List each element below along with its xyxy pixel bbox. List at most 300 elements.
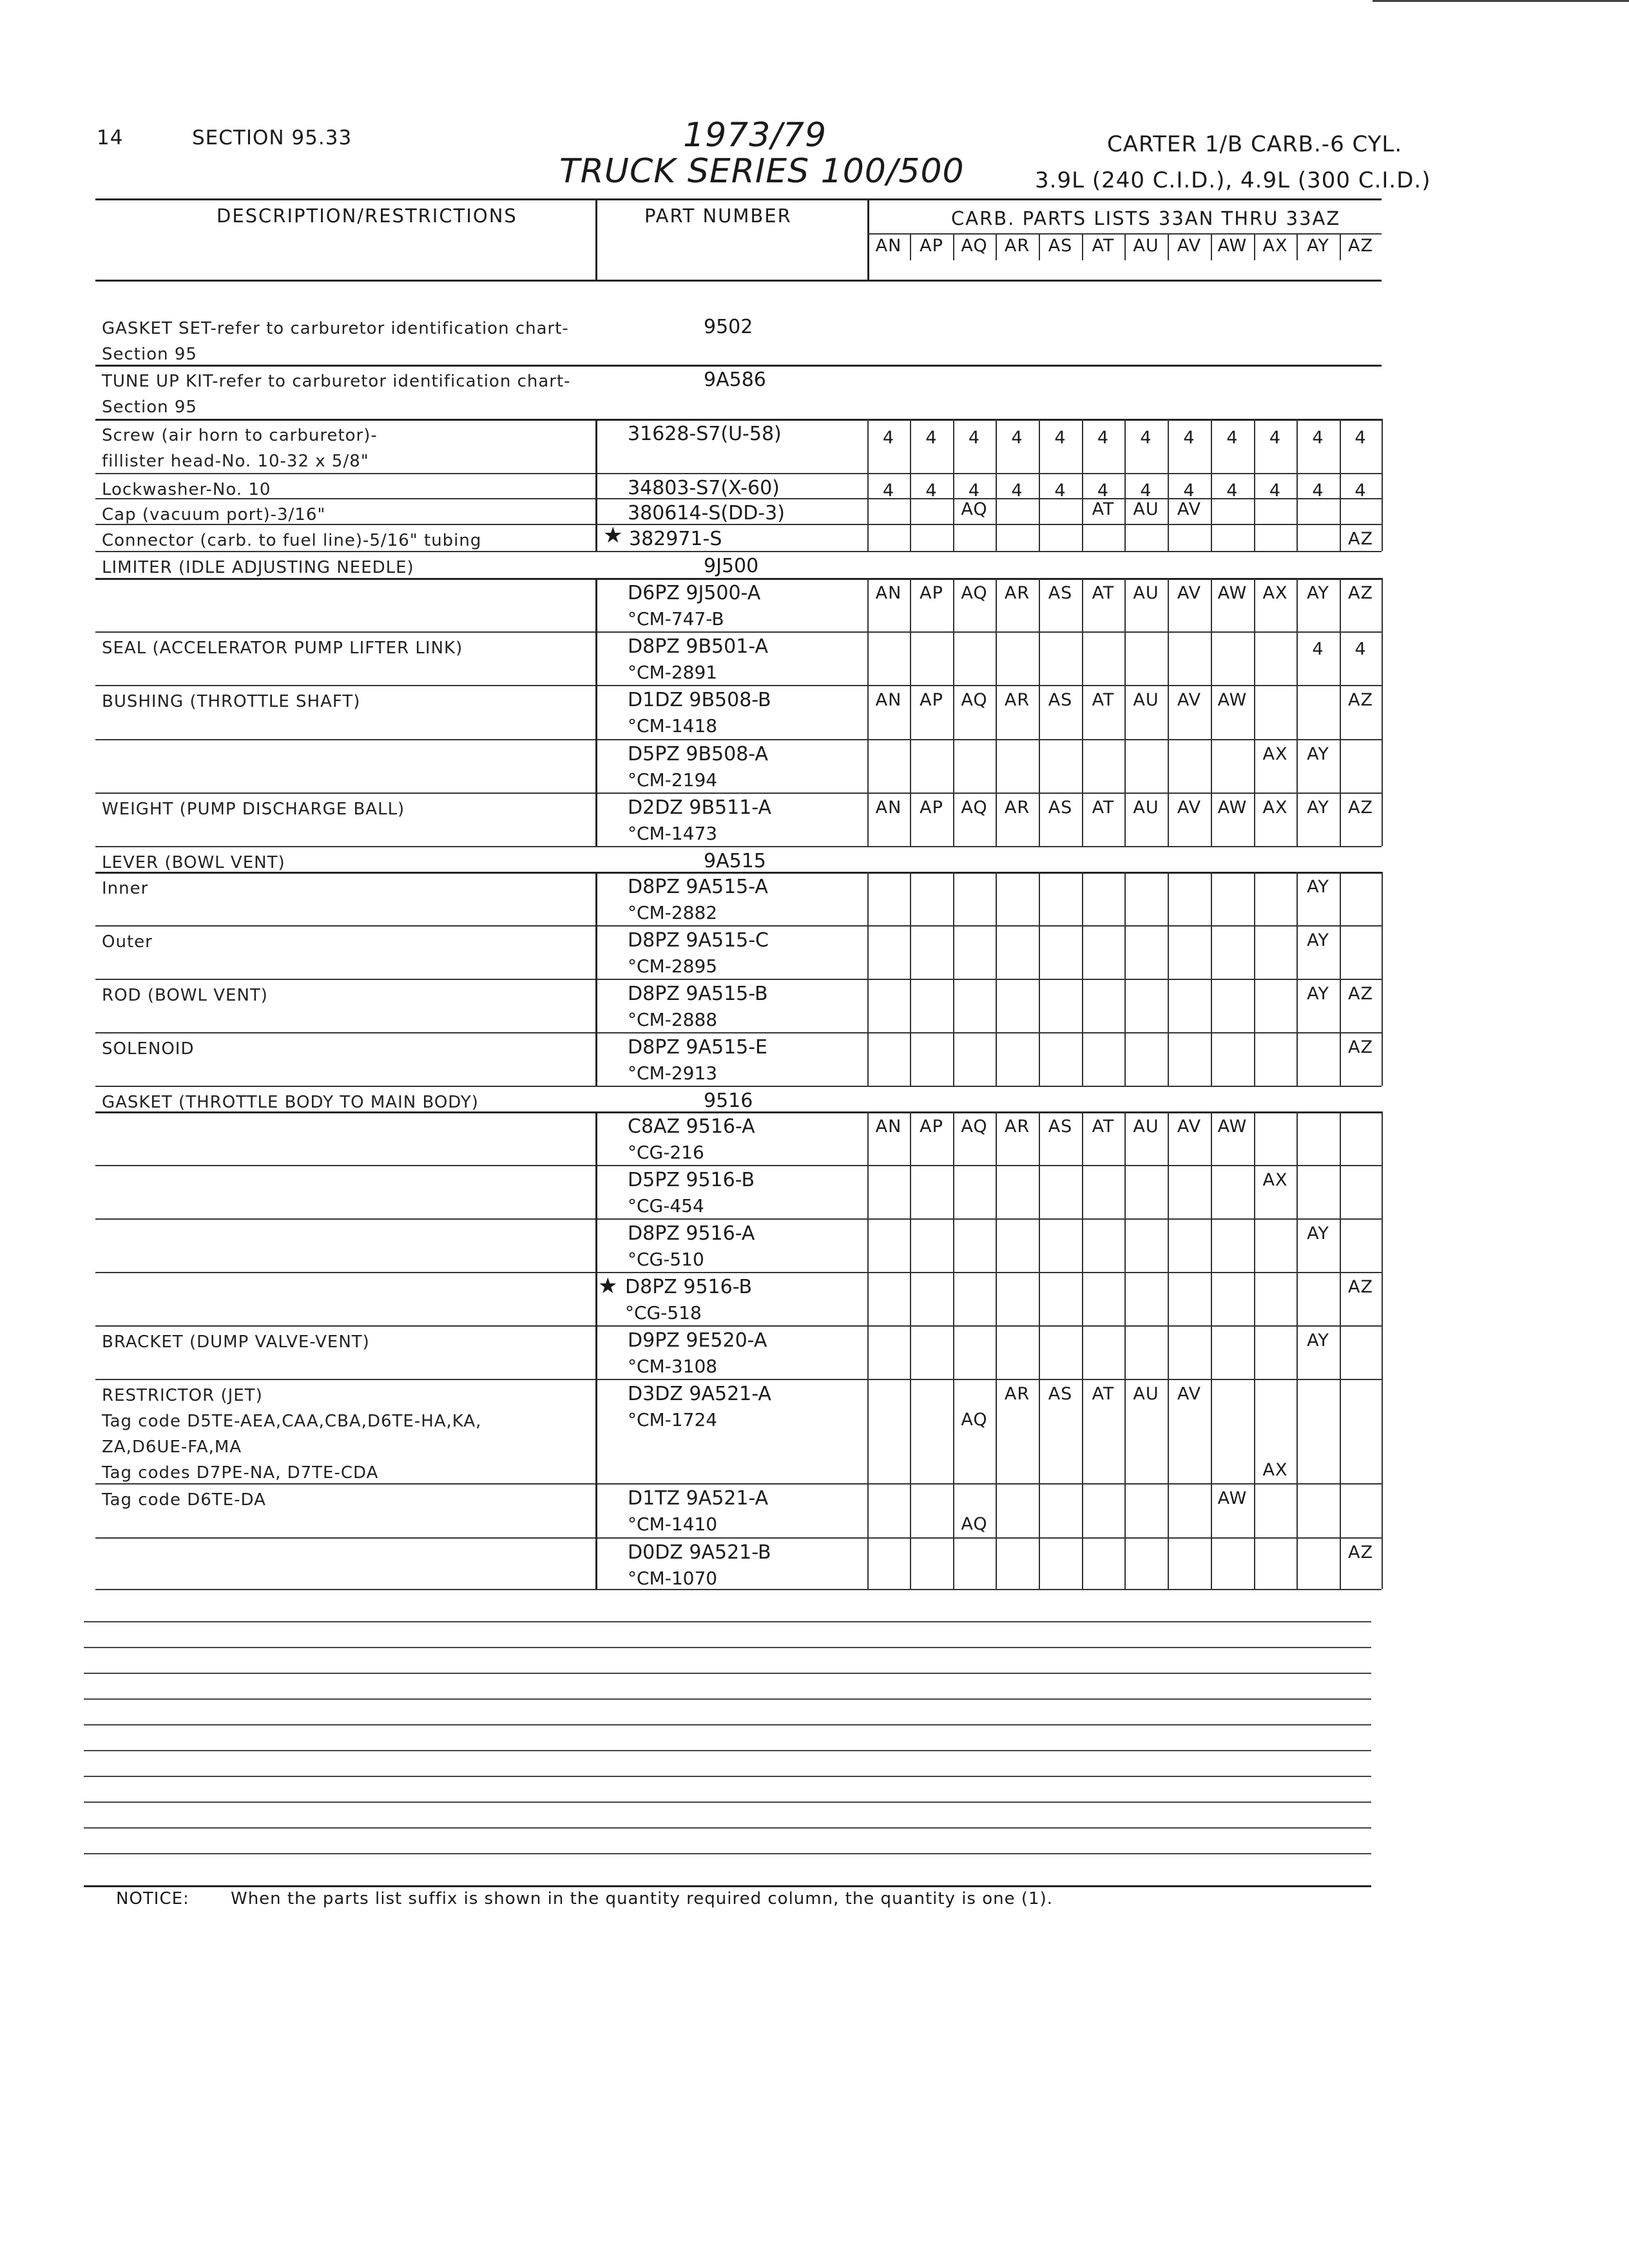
part-number-line: C8AZ 9516-A (628, 1115, 755, 1138)
quantity-cell-av: 4 (1183, 481, 1195, 501)
quantity-cell-divider (996, 631, 997, 685)
quantity-cell-au: AU (1133, 798, 1159, 818)
table-row-part-number (628, 1221, 755, 1273)
quantity-cell-az: AZ (1348, 690, 1373, 710)
description-line: Section 95 (102, 398, 197, 417)
quantity-cell-divider (1124, 739, 1126, 793)
quantity-cell-divider (1382, 1272, 1383, 1325)
part-reference-line: °CM-2895 (628, 956, 718, 977)
quantity-cell-divider (1382, 925, 1383, 979)
quantity-cell-an: AN (875, 1117, 902, 1137)
quantity-cell-divider (1124, 1218, 1126, 1272)
quantity-cell-divider (1039, 1537, 1040, 1589)
quantity-cell-divider (1082, 872, 1083, 925)
table-row-description (102, 929, 153, 955)
description-line: GASKET (THROTTLE BODY TO MAIN BODY) (102, 1093, 479, 1112)
part-reference-line: °CM-1070 (628, 1568, 718, 1589)
table-row-part-number (628, 501, 785, 526)
table-top-rule (95, 198, 1382, 200)
row-rule (95, 1589, 595, 1590)
quantity-cell-divider (1340, 498, 1341, 524)
row-rule-part (595, 1483, 1382, 1485)
table-row-part-number (704, 1088, 753, 1114)
quantity-cell-divider (1211, 631, 1212, 685)
part-number-line: D3DZ 9A521-A (628, 1383, 771, 1405)
quantity-cell-divider (867, 1272, 869, 1325)
quantity-cell-divider (1039, 979, 1040, 1032)
part-number-line: 34803-S7(X-60) (628, 477, 780, 499)
quantity-cell-divider (1082, 1325, 1083, 1379)
quantity-cell-divider (867, 1325, 869, 1379)
row-rule (95, 631, 595, 633)
description-line: Connector (carb. to fuel line)-5/16" tubing (102, 531, 482, 550)
quantity-cell-divider (910, 631, 911, 685)
blank-line (84, 1827, 1371, 1829)
description-column-header: DESCRIPTION/RESTRICTIONS (217, 205, 517, 227)
quantity-cell-divider (996, 1032, 997, 1086)
quantity-cell-divider (1168, 631, 1169, 685)
quantity-cell-divider (996, 1218, 997, 1272)
description-line: fillister head-No. 10-32 x 5/8" (102, 452, 369, 471)
quantity-cell-divider (1382, 473, 1383, 498)
quantity-cell-divider (910, 524, 911, 551)
quantity-cell-divider (910, 1483, 911, 1537)
quantity-cell-divider (953, 872, 954, 925)
blank-line (84, 1853, 1371, 1854)
quantity-cell-divider (1211, 1379, 1212, 1483)
quantity-cell-az: AZ (1348, 529, 1373, 549)
quantity-cell-az: 4 (1354, 428, 1367, 448)
quantity-cell-divider (1039, 925, 1040, 979)
part-column-divider (595, 578, 597, 631)
part-column-divider (595, 473, 597, 498)
quantity-cell-divider (1254, 1483, 1255, 1537)
quantity-cell-aw: AW (1217, 690, 1248, 710)
row-rule-part (595, 473, 1382, 474)
quantity-cell-ax: AX (1262, 583, 1288, 603)
table-row-part-number (629, 526, 722, 552)
part-number-line: D6PZ 9J500-A (628, 582, 761, 604)
quantity-cell-divider (1254, 631, 1255, 685)
quantity-cell-divider (1382, 524, 1383, 551)
quantity-cell-as: AS (1048, 690, 1073, 710)
quantity-cell-divider (1168, 1483, 1169, 1537)
table-row-part-number (628, 742, 768, 793)
quantity-cell-as: AS (1048, 583, 1073, 603)
part-column-divider (595, 739, 597, 793)
list-code-aw: AW (1217, 236, 1248, 256)
part-reference-line: °CM-2194 (628, 769, 718, 791)
part-column-divider (595, 1272, 597, 1325)
quantity-cell-ap: AP (920, 1117, 943, 1137)
part-column-divider (595, 498, 597, 524)
blank-line (84, 1724, 1371, 1725)
quantity-cell-divider (953, 1165, 954, 1218)
quantity-cell-divider (1082, 1218, 1083, 1272)
quantity-cell-divider (1124, 979, 1126, 1032)
quantity-cell-divider (996, 979, 997, 1032)
quantity-cell-ay: AY (1307, 744, 1329, 764)
part-column-divider (595, 1218, 597, 1272)
quantity-cell-divider (1082, 1272, 1083, 1325)
part-column-divider (595, 1325, 597, 1379)
quantity-cell-divider (1340, 739, 1341, 793)
quantity-cell-divider (1254, 1537, 1255, 1589)
row-rule (95, 1032, 595, 1033)
table-row-part-number (628, 687, 771, 739)
part-number-line: D5PZ 9B508-A (628, 743, 768, 765)
quantity-cell-divider (867, 1537, 869, 1589)
quantity-cell-an: AN (875, 690, 902, 710)
part-number-line: D2DZ 9B511-A (628, 796, 771, 819)
quantity-cell-divider (953, 1537, 954, 1589)
table-row-part-number (628, 1168, 755, 1219)
table-row-part-number (628, 1540, 771, 1591)
quantity-cell-an: 4 (882, 428, 895, 448)
quantity-cell-divider (1168, 1218, 1169, 1272)
quantity-cell-au: 4 (1140, 481, 1152, 501)
quantity-cell-aq: AQ (961, 583, 988, 603)
row-rule (95, 925, 595, 927)
quantity-cell-at: AT (1092, 1384, 1115, 1404)
quantity-cell-divider (1039, 1272, 1040, 1325)
header-divider-1 (595, 200, 597, 281)
quantity-cell-divider (1340, 925, 1341, 979)
quantity-cell-divider (1254, 1325, 1255, 1379)
quantity-cell-divider (910, 1165, 911, 1218)
quantity-cell-av: AV (1177, 583, 1202, 603)
quantity-cell-divider (953, 1218, 954, 1272)
quantity-cell-au: AU (1133, 1384, 1159, 1404)
quantity-cell-divider (1382, 872, 1383, 925)
description-line: Cap (vacuum port)-3/16" (102, 505, 326, 524)
part-column-divider (595, 925, 597, 979)
quantity-cell-ap: AP (920, 690, 943, 710)
part-number-line: D8PZ 9A515-C (628, 929, 769, 952)
quantity-cell-divider (1296, 1032, 1298, 1086)
part-number-line: 9502 (704, 316, 753, 338)
description-line: BUSHING (THROTTLE SHAFT) (102, 692, 361, 711)
quantity-cell-divider (996, 524, 997, 551)
list-code-an: AN (875, 236, 902, 256)
part-number-line: D8PZ 9516-A (628, 1222, 755, 1245)
table-row-description (102, 850, 285, 876)
quantity-cell-ar: AR (1004, 798, 1030, 818)
table-row-part-number (628, 1035, 767, 1086)
table-row-description (102, 1036, 194, 1062)
quantity-cell-av: AV (1177, 499, 1202, 519)
quantity-cell-divider (1124, 524, 1126, 551)
quantity-cell-divider (1211, 925, 1212, 979)
page-title-series: TRUCK SERIES 100/500 (559, 152, 965, 191)
quantity-cell-divider (1039, 1165, 1040, 1218)
quantity-cell-divider (1211, 1032, 1212, 1086)
quantity-cell-divider (1124, 925, 1126, 979)
list-code-ay: AY (1307, 236, 1329, 256)
quantity-cell-divider (953, 925, 954, 979)
quantity-cell-at: AT (1092, 798, 1115, 818)
description-line: ZA,D6UE-FA,MA (102, 1437, 242, 1457)
list-code-ap: AP (920, 236, 943, 256)
quantity-cell-divider (1211, 1218, 1212, 1272)
quantity-cell-divider (867, 524, 869, 551)
part-number-line: D8PZ 9A515-B (628, 983, 768, 1005)
quantity-cell-aq: AQ (961, 1117, 988, 1137)
quantity-cell-divider (867, 1218, 869, 1272)
blank-line (84, 1776, 1371, 1777)
part-column-divider (595, 685, 597, 739)
quantity-cell-divider (1296, 1111, 1298, 1165)
blank-line (84, 1802, 1371, 1803)
quantity-cell-divider (1211, 524, 1212, 551)
description-line: Outer (102, 932, 153, 952)
carb-type: CARTER 1/B CARB.-6 CYL. (1107, 131, 1403, 157)
table-row-description (102, 477, 271, 503)
quantity-cell-at: AT (1092, 499, 1115, 519)
quantity-cell-divider (1382, 1325, 1383, 1379)
table-row-description (102, 1090, 479, 1115)
part-number-line: 9516 (704, 1090, 753, 1112)
quantity-cell-divider (1124, 1537, 1126, 1589)
quantity-cell-divider (1254, 524, 1255, 551)
part-reference-line: °CM-3108 (628, 1356, 718, 1377)
part-reference-line: °CM-2882 (628, 902, 718, 923)
quantity-cell-divider (1254, 498, 1255, 524)
quantity-cell-divider (1082, 1032, 1083, 1086)
part-reference-line: °CG-454 (628, 1195, 704, 1216)
quantity-cell-divider (867, 1483, 869, 1537)
quantity-cell-divider (996, 1537, 997, 1589)
table-row-part-number (628, 1328, 767, 1379)
quantity-cell-divider (1039, 1483, 1040, 1537)
table-row-description (102, 1383, 481, 1486)
quantity-cell-az: 4 (1354, 481, 1367, 501)
description-line: Tag codes D7PE-NA, D7TE-CDA (102, 1463, 379, 1483)
quantity-cell-ax: AX (1262, 798, 1288, 818)
quantity-cell-divider (910, 1218, 911, 1272)
quantity-cell-divider (867, 925, 869, 979)
row-rule (95, 1086, 595, 1087)
quantity-cell-divider (1211, 498, 1212, 524)
quantity-cell-av: 4 (1183, 428, 1195, 448)
table-row-part-number (704, 849, 766, 874)
quantity-cell-divider (953, 1379, 954, 1483)
description-line: Lockwasher-No. 10 (102, 480, 271, 499)
quantity-cell-ap: AP (920, 798, 943, 818)
part-number-line: 31628-S7(U-58) (628, 423, 782, 445)
quantity-cell-az: AZ (1348, 583, 1373, 603)
table-row-part-number (628, 1114, 755, 1166)
quantity-cell-ay: AY (1307, 1331, 1329, 1350)
description-line: Tag code D6TE-DA (102, 1490, 266, 1510)
quantity-cell-az: AZ (1348, 1277, 1373, 1297)
engine-displacement: 3.9L (240 C.I.D.), 4.9L (300 C.I.D.) (1035, 168, 1431, 193)
table-row-part-number (628, 981, 768, 1033)
quantity-cell-ay: AY (1307, 877, 1329, 897)
quantity-cell-divider (1039, 1325, 1040, 1379)
quantity-cell-divider (1254, 685, 1255, 739)
quantity-cell-an: 4 (882, 481, 895, 501)
quantity-cell-ar: AR (1004, 690, 1030, 710)
quantity-cell-aq: AQ (961, 1410, 988, 1430)
table-row-description (102, 369, 571, 420)
quantity-cell-divider (1382, 1379, 1383, 1483)
description-line: WEIGHT (PUMP DISCHARGE BALL) (102, 800, 405, 819)
quantity-cell-ax: AX (1262, 744, 1288, 764)
part-column-divider (595, 524, 597, 551)
quantity-cell-divider (1382, 631, 1383, 685)
blank-line (84, 1698, 1371, 1700)
quantity-cell-divider (910, 979, 911, 1032)
list-code-ax: AX (1262, 236, 1288, 256)
quantity-cell-divider (1296, 524, 1298, 551)
quantity-cell-aw: 4 (1226, 428, 1239, 448)
page-number: 14 (97, 126, 124, 149)
quantity-cell-divider (1340, 872, 1341, 925)
blank-line (84, 1621, 1371, 1622)
quantity-cell-divider (1124, 1165, 1126, 1218)
quantity-cell-divider (1082, 524, 1083, 551)
part-column-divider (595, 872, 597, 925)
table-row-part-number (628, 476, 780, 501)
part-column-divider (595, 979, 597, 1032)
table-row-part-number (704, 367, 766, 393)
list-code-au: AU (1133, 236, 1159, 256)
quantity-cell-ay: 4 (1312, 639, 1324, 659)
quantity-cell-divider (867, 1165, 869, 1218)
quantity-cell-divider (910, 739, 911, 793)
quantity-cell-ay: AY (1307, 583, 1329, 603)
part-number-line: D1TZ 9A521-A (628, 1487, 769, 1510)
quantity-cell-divider (996, 739, 997, 793)
quantity-cell-aq: AQ (961, 690, 988, 710)
quantity-cell-divider (1039, 739, 1040, 793)
part-column-divider (595, 419, 597, 473)
list-code-at: AT (1092, 236, 1115, 256)
row-rule (95, 1272, 595, 1273)
quantity-cell-divider (1039, 524, 1040, 551)
quantity-cell-divider (867, 498, 869, 524)
quantity-cell-divider (1382, 979, 1383, 1032)
quantity-cell-divider (910, 1325, 911, 1379)
quantity-cell-divider (910, 1272, 911, 1325)
quantity-cell-divider (910, 925, 911, 979)
quantity-cell-divider (1382, 1111, 1383, 1165)
quantity-cell-divider (1168, 524, 1169, 551)
part-number-line: D5PZ 9516-B (628, 1169, 755, 1191)
table-row-description (102, 555, 414, 581)
quantity-cell-divider (1296, 1165, 1298, 1218)
star-marker: ★ (598, 1273, 618, 1299)
quantity-cell-ap: 4 (925, 481, 938, 501)
row-rule (95, 1379, 595, 1380)
list-code-divider (1124, 235, 1126, 260)
quantity-cell-az: AZ (1348, 798, 1373, 818)
quantity-cell-ay: 4 (1312, 428, 1324, 448)
quantity-cell-divider (996, 1325, 997, 1379)
table-row-description (102, 528, 481, 553)
quantity-cell-divider (1211, 739, 1212, 793)
quantity-cell-divider (1168, 979, 1169, 1032)
table-row-part-number (704, 553, 758, 579)
quantity-cell-divider (1082, 925, 1083, 979)
quantity-cell-as: AS (1048, 798, 1073, 818)
part-number-line: D0DZ 9A521-B (628, 1541, 771, 1564)
quantity-cell-ay: AY (1307, 984, 1329, 1004)
blank-line (84, 1750, 1371, 1751)
part-reference-line: °CM-2913 (628, 1062, 718, 1084)
quantity-cell-at: 4 (1097, 481, 1110, 501)
quantity-cell-divider (1039, 1032, 1040, 1086)
part-reference-line: °CM-1410 (628, 1514, 718, 1535)
table-row-description (102, 316, 569, 367)
quantity-cell-divider (1211, 1325, 1212, 1379)
part-column-divider (595, 1483, 597, 1537)
part-reference-line: °CG-510 (628, 1249, 704, 1270)
quantity-cell-ax: 4 (1269, 481, 1282, 501)
part-column-divider (595, 793, 597, 846)
quantity-cell-divider (1382, 1537, 1383, 1589)
list-code-divider (1296, 235, 1298, 260)
quantity-cell-divider (1039, 1218, 1040, 1272)
quantity-cell-divider (867, 872, 869, 925)
quantity-cell-divider (1296, 1379, 1298, 1483)
description-line: Screw (air horn to carburetor)- (102, 426, 378, 445)
table-row-part-number (628, 634, 768, 686)
table-row-description (102, 983, 268, 1008)
description-line: LIMITER (IDLE ADJUSTING NEEDLE) (102, 558, 414, 577)
quantity-cell-au: 4 (1140, 428, 1152, 448)
quantity-cell-divider (1211, 1165, 1212, 1218)
quantity-cell-divider (1382, 578, 1383, 631)
quantity-cell-as: 4 (1054, 428, 1066, 448)
quantity-cell-divider (1340, 1218, 1341, 1272)
description-line: ROD (BOWL VENT) (102, 986, 268, 1005)
quantity-cell-ax: 4 (1269, 428, 1282, 448)
quantity-cell-aw: AW (1217, 1488, 1248, 1508)
quantity-cell-divider (1082, 1483, 1083, 1537)
part-reference-line: °CM-2888 (628, 1009, 718, 1030)
quantity-cell-au: AU (1133, 499, 1159, 519)
list-code-divider (1039, 235, 1040, 260)
quantity-cell-az: 4 (1354, 639, 1367, 659)
part-reference-line: °CM-1724 (628, 1409, 718, 1430)
part-column-divider (595, 1032, 597, 1086)
quantity-cell-divider (910, 1032, 911, 1086)
parts-lists-column-header: CARB. PARTS LISTS 33AN THRU 33AZ (951, 207, 1341, 229)
quantity-cell-av: AV (1177, 798, 1202, 818)
quantity-cell-divider (1254, 1111, 1255, 1165)
list-code-divider (953, 235, 954, 260)
quantity-cell-divider (1296, 498, 1298, 524)
description-line: LEVER (BOWL VENT) (102, 853, 285, 872)
quantity-cell-divider (996, 498, 997, 524)
row-rule-part (595, 739, 1382, 740)
table-row-description (102, 876, 148, 901)
part-reference-line: °CM-2891 (628, 662, 718, 683)
list-code-divider (1254, 235, 1255, 260)
quantity-cell-divider (1039, 872, 1040, 925)
quantity-cell-divider (1340, 1379, 1341, 1483)
quantity-cell-ap: 4 (925, 428, 938, 448)
quantity-cell-divider (1039, 498, 1040, 524)
quantity-cell-divider (910, 498, 911, 524)
quantity-cell-as: AS (1048, 1117, 1073, 1137)
row-rule (95, 685, 595, 686)
notice-label: NOTICE: (116, 1889, 189, 1908)
table-row-description (102, 635, 463, 661)
quantity-cell-divider (953, 631, 954, 685)
